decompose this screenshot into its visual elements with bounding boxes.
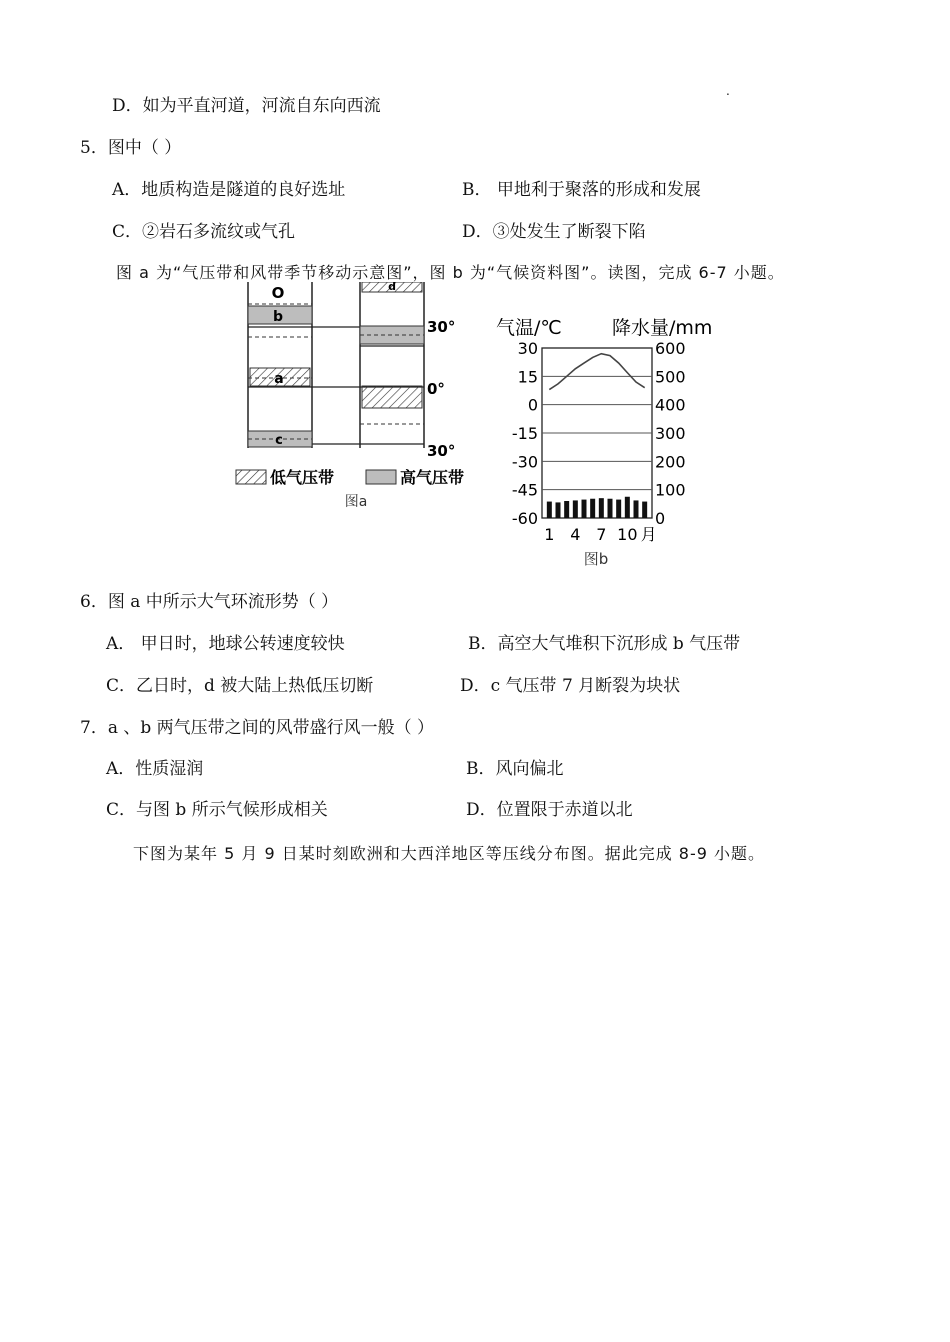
fig-a-label-a: a	[274, 371, 284, 387]
right-tick-label: 400	[655, 395, 686, 415]
x-tick-label: 4	[570, 525, 581, 544]
x-tick-label: 7	[596, 525, 607, 544]
precip-bar	[642, 502, 647, 518]
fig-a-label-d: d	[388, 282, 396, 293]
q7-option-c: C．与图 b 所示气候形成相关	[106, 800, 328, 820]
intro-6-7: 图 a 为“气压带和风带季节移动示意图”，图 b 为“气候资料图”。读图，完成 6-7 小题。	[116, 263, 785, 282]
right-tick-label: 500	[655, 367, 686, 387]
q5-option-a: A．地质构造是隧道的良好选址	[112, 180, 346, 200]
fig-a-lat-30s: 30°	[427, 442, 456, 460]
left-tick-label: -45	[511, 480, 538, 500]
q4-option-d: D．如为平直河道，河流自东向西流	[112, 96, 381, 116]
fig-a-label-c: c	[275, 433, 283, 448]
fig-a-label-top: O	[271, 284, 285, 302]
precip-bar	[556, 502, 561, 518]
fig-b-caption: 图b	[583, 550, 609, 568]
q7-option-d: D．位置限于赤道以北	[466, 800, 633, 820]
precip-bar	[625, 497, 630, 518]
temperature-line	[549, 354, 644, 390]
left-tick-label: 15	[517, 367, 538, 387]
fig-b-right-title: 降水量/mm	[612, 317, 713, 339]
stray-mark: .	[726, 84, 730, 98]
q7-option-b: B．风向偏北	[466, 759, 564, 779]
legend-low-swatch	[236, 470, 266, 484]
fig-a-low-band-right	[362, 386, 422, 408]
fig-a-label-b: b	[272, 309, 284, 325]
precip-bar	[634, 500, 639, 518]
legend-low-label: 低气压带	[270, 468, 335, 487]
legend-high-label: 高气压带	[400, 468, 465, 487]
fig-a-lat-0: 0°	[427, 380, 445, 398]
right-tick-label: 200	[655, 452, 686, 472]
right-tick-label: 100	[655, 480, 686, 500]
q5-stem: 5．图中（ ）	[80, 138, 182, 158]
left-tick-label: 30	[517, 339, 538, 358]
figure-a	[226, 282, 486, 512]
q6-option-b: B．高空大气堆积下沉形成 b 气压带	[468, 634, 741, 654]
intro-8-9: 下图为某年 5 月 9 日某时刻欧洲和大西洋地区等压线分布图。据此完成 8-9 小题。	[133, 844, 766, 863]
fig-a-caption: 图a	[344, 494, 368, 510]
fig-b-left-title: 气温/℃	[496, 317, 562, 339]
precip-bar	[582, 500, 587, 518]
precip-bar	[573, 500, 578, 518]
precip-bar	[616, 500, 621, 518]
precip-bar	[564, 501, 569, 518]
right-tick-label: 0	[655, 509, 666, 528]
precip-bar	[547, 502, 552, 518]
x-tick-label: 10	[617, 525, 638, 544]
precip-bar	[608, 499, 613, 518]
q5-option-c: C．②岩石多流纹或气孔	[112, 222, 296, 242]
x-unit-label: 月	[640, 525, 657, 544]
q5-option-d: D．③处发生了断裂下陷	[462, 222, 646, 242]
q7-stem: 7．a 、b 两气压带之间的风带盛行风一般（ ）	[80, 718, 435, 738]
right-tick-label: 300	[655, 424, 686, 443]
legend-high-swatch	[366, 470, 396, 484]
precip-bar	[590, 499, 595, 518]
precip-bar	[599, 498, 604, 518]
q6-stem: 6．图 a 中所示大气环流形势（ ）	[80, 592, 339, 612]
fig-a-lat-30n: 30°	[427, 318, 456, 336]
q7-option-a: A．性质湿润	[106, 759, 204, 779]
q6-option-a: A． 甲日时，地球公转速度较快	[106, 634, 345, 654]
q5-option-b: B． 甲地利于聚落的形成和发展	[462, 180, 701, 200]
q6-option-d: D．c 气压带 7 月断裂为块状	[460, 676, 681, 696]
q6-option-c: C．乙日时，d 被大陆上热低压切断	[106, 676, 374, 696]
left-tick-label: -15	[511, 424, 538, 443]
x-tick-label: 1	[544, 525, 555, 544]
figure-b	[488, 308, 748, 568]
left-tick-label: -30	[511, 452, 538, 472]
left-tick-label: 0	[527, 395, 538, 415]
right-tick-label: 600	[655, 339, 686, 358]
left-tick-label: -60	[511, 509, 538, 528]
